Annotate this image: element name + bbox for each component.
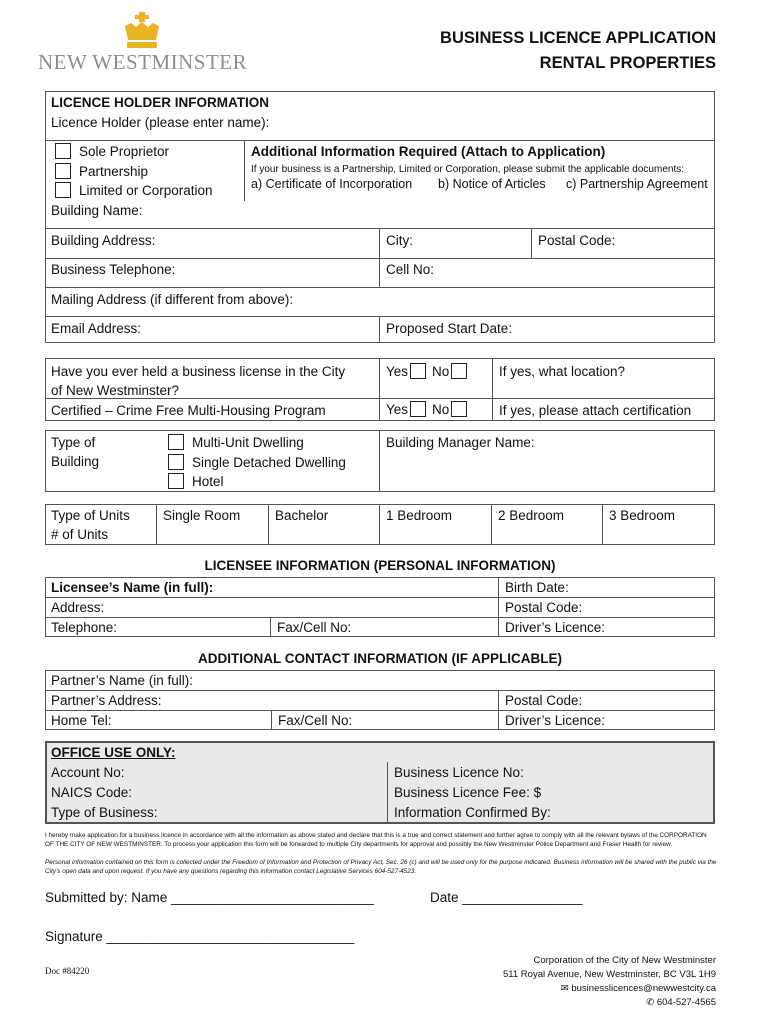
additional-info-note: If your business is a Partnership, Limited or Corporation, please submit the applicable documents: bbox=[251, 164, 685, 175]
footer-org: Corporation of the City of New Westminster bbox=[533, 955, 716, 966]
crime-free-question: Certified – Crime Free Multi-Housing Program bbox=[51, 403, 326, 418]
office-naics-code: NAICS Code: bbox=[51, 785, 133, 800]
licensee-postal-code-field[interactable]: Postal Code: bbox=[505, 600, 583, 615]
history-question-line-2: of New Westminster? bbox=[51, 383, 180, 398]
licensee-address-field[interactable]: Address: bbox=[51, 600, 105, 615]
crime-free-yes-option[interactable]: Yes bbox=[386, 400, 434, 420]
building-type-multi-unit[interactable]: Multi-Unit Dwelling bbox=[168, 433, 304, 453]
history-question-line-1: Have you ever held a business license in the City bbox=[51, 364, 346, 379]
partner-home-tel-field[interactable]: Home Tel: bbox=[51, 713, 112, 728]
page-title bbox=[440, 26, 716, 76]
checkbox[interactable] bbox=[410, 401, 426, 417]
building-type-label-2: Building bbox=[51, 454, 100, 469]
office-use-title: OFFICE USE ONLY: bbox=[51, 745, 176, 760]
checkbox[interactable] bbox=[55, 143, 71, 159]
checkbox[interactable] bbox=[55, 163, 71, 179]
history-location-field[interactable]: If yes, what location? bbox=[499, 364, 626, 379]
checkbox[interactable] bbox=[451, 401, 467, 417]
additional-info-heading: Additional Information Required (Attach to Application) bbox=[251, 144, 606, 159]
licensee-birth-date-field[interactable]: Birth Date: bbox=[505, 580, 569, 595]
building-type-hotel[interactable]: Hotel bbox=[168, 472, 224, 492]
checkbox[interactable] bbox=[410, 363, 426, 379]
crime-free-certification-note: If yes, please attach certification bbox=[499, 403, 692, 418]
licence-holder-heading: LICENCE HOLDER INFORMATION bbox=[51, 95, 269, 110]
units-count-label: # of Units bbox=[51, 527, 109, 542]
signature-field[interactable]: Signature _________________________________ bbox=[45, 929, 355, 944]
checkbox[interactable] bbox=[168, 434, 184, 450]
partner-fax-cell-field[interactable]: Fax/Cell No: bbox=[278, 713, 353, 728]
contact-section-title: ADDITIONAL CONTACT INFORMATION (IF APPLICABLE) bbox=[198, 651, 562, 666]
office-business-licence-fee: Business Licence Fee: $ bbox=[394, 785, 542, 800]
building-type-single-detached[interactable]: Single Detached Dwelling bbox=[168, 453, 346, 473]
office-type-of-business: Type of Business: bbox=[51, 805, 158, 820]
footer-address: 511 Royal Avenue, New Westminster, BC V3L 1H9 bbox=[503, 969, 716, 980]
title-line-1: BUSINESS LICENCE APPLICATION bbox=[440, 29, 716, 47]
declaration-text: I hereby make application for a business licence in accordance with all the information as above stated and declare that this is a true and correct statement and further agree to comply with all the relevant bylaws of the CORPORATION OF THE CITY OF NEW WESTMINSTER. To process your application this form will be forwarded to multiple City departments for approval and possibly the New Westminster Police Department and Fraser Health for review. bbox=[45, 832, 707, 848]
partner-drivers-licence-field[interactable]: Driver’s Licence: bbox=[505, 713, 606, 728]
office-business-licence-no: Business Licence No: bbox=[394, 765, 524, 780]
building-type-label-1: Type of bbox=[51, 435, 96, 450]
history-no-option[interactable]: No bbox=[432, 362, 475, 382]
doc-number: Doc #84220 bbox=[45, 966, 90, 976]
privacy-notice: Personal information contained on this form is collected under the Freedom of Information and Protection of Privacy Act, Sec. 26 (c) and will be used only for the purpose indicated. Business information will be shared with the public via the City’s open data and upon request. If you have any questions regarding this information contact Legislative Services 604-527-4523. bbox=[45, 859, 717, 875]
partner-postal-code-field[interactable]: Postal Code: bbox=[505, 693, 583, 708]
crime-free-no-option[interactable]: No bbox=[432, 400, 475, 420]
cell-no-field[interactable]: Cell No: bbox=[386, 262, 435, 277]
building-manager-name-field[interactable]: Building Manager Name: bbox=[386, 435, 535, 450]
licence-holder-name-field[interactable]: Licence Holder (please enter name): bbox=[51, 115, 270, 130]
checkbox[interactable] bbox=[168, 454, 184, 470]
licensee-name-field[interactable]: Licensee’s Name (in full): bbox=[51, 580, 214, 595]
units-3-bedroom[interactable]: 3 Bedroom bbox=[609, 508, 676, 523]
mailing-address-field[interactable]: Mailing Address (if different from above): bbox=[51, 292, 294, 307]
checkbox[interactable] bbox=[451, 363, 467, 379]
holder-type-partnership[interactable]: Partnership bbox=[55, 162, 148, 182]
footer-email-line bbox=[503, 982, 716, 996]
building-address-field[interactable]: Building Address: bbox=[51, 233, 156, 248]
doc-partnership-agreement: c) Partnership Agreement bbox=[566, 177, 708, 191]
footer-email[interactable]: businesslicences@newwestcity.ca bbox=[571, 983, 716, 994]
postal-code-field[interactable]: Postal Code: bbox=[538, 233, 616, 248]
email-address-field[interactable]: Email Address: bbox=[51, 321, 142, 336]
history-yes-option[interactable]: Yes bbox=[386, 362, 434, 382]
date-field[interactable]: Date ________________ bbox=[430, 890, 583, 905]
logo-text: NEW WESTMINSTER bbox=[38, 50, 248, 74]
building-name-field[interactable]: Building Name: bbox=[51, 203, 143, 218]
holder-type-sole-proprietor[interactable]: Sole Proprietor bbox=[55, 142, 169, 162]
partner-name-field[interactable]: Partner’s Name (in full): bbox=[51, 673, 194, 688]
units-bachelor[interactable]: Bachelor bbox=[275, 508, 329, 523]
licensee-telephone-field[interactable]: Telephone: bbox=[51, 620, 118, 635]
checkbox[interactable] bbox=[55, 182, 71, 198]
licensee-section-title: LICENSEE INFORMATION (PERSONAL INFORMATION) bbox=[204, 558, 556, 573]
doc-notice-articles: b) Notice of Articles bbox=[438, 177, 546, 191]
licensee-drivers-licence-field[interactable]: Driver’s Licence: bbox=[505, 620, 606, 635]
units-1-bedroom[interactable]: 1 Bedroom bbox=[386, 508, 453, 523]
business-telephone-field[interactable]: Business Telephone: bbox=[51, 262, 176, 277]
footer-phone: 604-527-4565 bbox=[656, 997, 716, 1008]
title-line-2: RENTAL PROPERTIES bbox=[539, 54, 716, 72]
units-2-bedroom[interactable]: 2 Bedroom bbox=[498, 508, 565, 523]
footer-phone-line bbox=[503, 996, 716, 1010]
email-icon: ✉ bbox=[560, 983, 569, 994]
proposed-start-date-field[interactable]: Proposed Start Date: bbox=[386, 321, 513, 336]
footer-contact bbox=[503, 954, 716, 1010]
phone-icon: ✆ bbox=[646, 997, 655, 1008]
doc-certificate-incorporation: a) Certificate of Incorporation bbox=[251, 177, 413, 191]
crown-logo-icon bbox=[122, 12, 162, 50]
holder-type-limited-corporation[interactable]: Limited or Corporation bbox=[55, 181, 213, 201]
submitted-by-name-field[interactable]: Submitted by: Name ___________________________ bbox=[45, 890, 374, 905]
partner-address-field[interactable]: Partner’s Address: bbox=[51, 693, 162, 708]
licensee-fax-cell-field[interactable]: Fax/Cell No: bbox=[277, 620, 352, 635]
units-type-label: Type of Units bbox=[51, 508, 130, 523]
office-information-confirmed: Information Confirmed By: bbox=[394, 805, 551, 820]
checkbox[interactable] bbox=[168, 473, 184, 489]
units-single-room[interactable]: Single Room bbox=[163, 508, 241, 523]
city-field[interactable]: City: bbox=[386, 233, 413, 248]
office-account-no: Account No: bbox=[51, 765, 125, 780]
